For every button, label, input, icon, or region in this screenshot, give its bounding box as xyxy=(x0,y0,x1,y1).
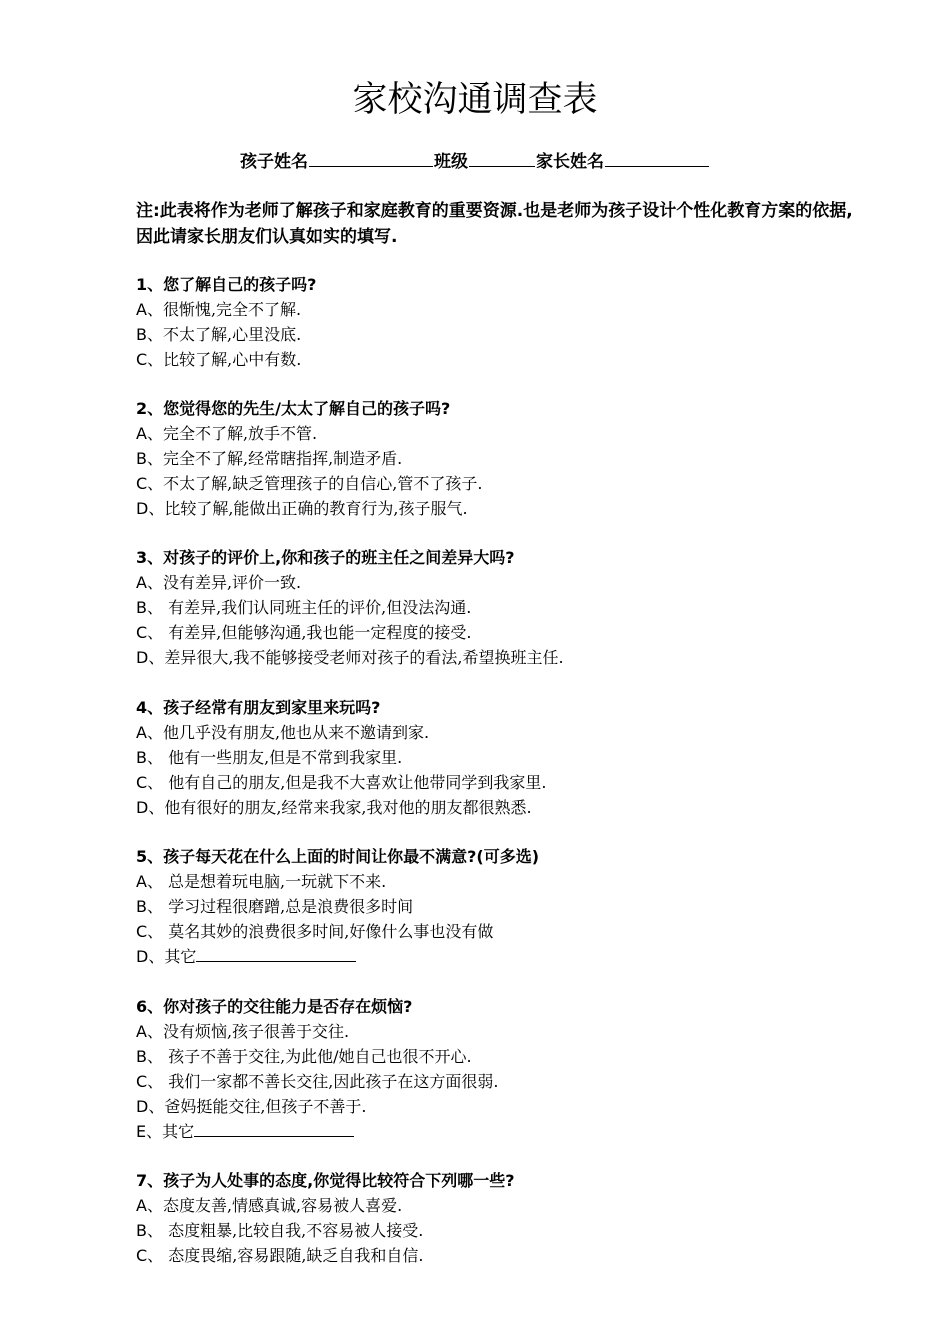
question-title: 2、您觉得您的先生/太太了解自己的孩子吗? xyxy=(136,399,451,418)
question-4 xyxy=(136,695,876,820)
parent-name-blank[interactable] xyxy=(605,148,709,167)
option-text: 、 他有自己的朋友,但是我不大喜欢让他带同学到我家里. xyxy=(147,773,547,792)
option-text: 、不太了解,心里没底. xyxy=(146,325,302,344)
option-b[interactable] xyxy=(136,1218,876,1243)
option-a[interactable] xyxy=(136,869,876,894)
option-text: 、 有差异,我们认同班主任的评价,但没法沟通. xyxy=(146,598,472,617)
option-text: 、其它 xyxy=(148,947,197,966)
option-b[interactable] xyxy=(136,745,876,770)
class-label: 班级 xyxy=(434,152,468,172)
page-title: 家校沟通调查表 xyxy=(352,80,598,120)
option-letter: B xyxy=(136,1221,147,1240)
option-a[interactable] xyxy=(136,421,876,446)
option-letter: A xyxy=(136,1196,147,1215)
option-a[interactable] xyxy=(136,1193,876,1218)
option-d[interactable] xyxy=(136,496,876,521)
question-6 xyxy=(136,994,876,1144)
option-letter: D xyxy=(136,947,149,966)
option-letter: D xyxy=(136,648,149,667)
question-title: 6、你对孩子的交往能力是否存在烦恼? xyxy=(136,997,413,1016)
option-c[interactable] xyxy=(136,919,876,944)
option-c[interactable] xyxy=(136,1243,876,1268)
option-letter: C xyxy=(136,1072,148,1091)
option-letter: A xyxy=(136,723,147,742)
option-a[interactable] xyxy=(136,720,876,745)
option-text: 、 态度畏缩,容易跟随,缺乏自我和自信. xyxy=(147,1246,424,1265)
option-letter: C xyxy=(136,350,148,369)
option-d[interactable] xyxy=(136,944,876,969)
question-title: 5、孩子每天花在什么上面的时间让你最不满意?(可多选) xyxy=(136,847,540,866)
option-text: 、 孩子不善于交往,为此他/她自己也很不开心. xyxy=(146,1047,472,1066)
option-text: 、态度友善,情感真诚,容易被人喜爱. xyxy=(146,1196,403,1215)
option-text: 、不太了解,缺乏管理孩子的自信心,管不了孩子. xyxy=(147,474,483,493)
option-letter: A xyxy=(136,872,147,891)
child-name-blank[interactable] xyxy=(309,148,433,167)
option-text: 、 态度粗暴,比较自我,不容易被人接受. xyxy=(146,1221,424,1240)
option-text: 、爸妈挺能交往,但孩子不善于. xyxy=(148,1097,367,1116)
option-c[interactable] xyxy=(136,471,876,496)
option-e[interactable] xyxy=(136,1119,876,1144)
option-letter: C xyxy=(136,773,148,792)
child-name-label: 孩子姓名 xyxy=(240,152,308,172)
option-b[interactable] xyxy=(136,595,876,620)
option-b[interactable] xyxy=(136,1044,876,1069)
option-letter: B xyxy=(136,449,147,468)
option-a[interactable] xyxy=(136,297,876,322)
option-text: 、没有烦恼,孩子很善于交往. xyxy=(146,1022,350,1041)
option-letter: B xyxy=(136,897,147,916)
option-letter: A xyxy=(136,300,147,319)
note-paragraph: 注:此表将作为老师了解孩子和家庭教育的重要资源.也是老师为孩子设计个性化教育方案的依据,因此请家长朋友们认真如实的填写. xyxy=(136,201,853,247)
option-c[interactable] xyxy=(136,1069,876,1094)
option-text: 、比较了解,能做出正确的教育行为,孩子服气. xyxy=(148,499,468,518)
option-text: 、 有差异,但能够沟通,我也能一定程度的接受. xyxy=(147,623,472,642)
question-2 xyxy=(136,396,876,521)
option-letter: A xyxy=(136,1022,147,1041)
option-text: 、他几乎没有朋友,他也从来不邀请到家. xyxy=(146,723,430,742)
option-d[interactable] xyxy=(136,645,876,670)
option-text: 、 学习过程很磨蹭,总是浪费很多时间 xyxy=(146,897,414,916)
option-letter: B xyxy=(136,325,147,344)
option-letter: C xyxy=(136,922,148,941)
option-letter: E xyxy=(136,1122,147,1141)
question-3 xyxy=(136,545,876,670)
option-text: 、 莫名其妙的浪费很多时间,好像什么事也没有做 xyxy=(147,922,494,941)
option-letter: C xyxy=(136,623,148,642)
question-7 xyxy=(136,1168,876,1268)
option-text: 、很惭愧,完全不了解. xyxy=(146,300,302,319)
option-text: 、其它 xyxy=(146,1122,195,1141)
option-letter: B xyxy=(136,748,147,767)
option-text: 、他有很好的朋友,经常来我家,我对他的朋友都很熟悉. xyxy=(148,798,532,817)
option-text: 、完全不了解,放手不管. xyxy=(146,424,318,443)
option-text: 、 他有一些朋友,但是不常到我家里. xyxy=(146,748,403,767)
option-text: 、完全不了解,经常瞎指挥,制造矛盾. xyxy=(146,449,403,468)
option-letter: D xyxy=(136,1097,149,1116)
option-b[interactable] xyxy=(136,894,876,919)
question-5 xyxy=(136,844,876,969)
option-b[interactable] xyxy=(136,322,876,347)
option-c[interactable] xyxy=(136,347,876,372)
option-a[interactable] xyxy=(136,570,876,595)
question-1 xyxy=(136,272,876,372)
option-text: 、 总是想着玩电脑,一玩就下不来. xyxy=(146,872,387,891)
option-letter: D xyxy=(136,499,149,518)
other-answer-blank[interactable] xyxy=(196,944,356,962)
option-text: 、差异很大,我不能够接受老师对孩子的看法,希望换班主任. xyxy=(148,648,564,667)
parent-name-label: 家长姓名 xyxy=(536,152,604,172)
question-title: 3、对孩子的评价上,你和孩子的班主任之间差异大吗? xyxy=(136,548,515,567)
option-d[interactable] xyxy=(136,795,876,820)
option-b[interactable] xyxy=(136,446,876,471)
option-text: 、比较了解,心中有数. xyxy=(147,350,302,369)
question-title: 7、孩子为人处事的态度,你觉得比较符合下列哪一些? xyxy=(136,1171,515,1190)
option-text: 、没有差异,评价一致. xyxy=(146,573,302,592)
question-title: 4、孩子经常有朋友到家里来玩吗? xyxy=(136,698,381,717)
option-text: 、 我们一家都不善长交往,因此孩子在这方面很弱. xyxy=(147,1072,499,1091)
option-letter: B xyxy=(136,1047,147,1066)
class-blank[interactable] xyxy=(469,148,535,167)
option-c[interactable] xyxy=(136,620,876,645)
option-letter: C xyxy=(136,1246,148,1265)
question-title: 1、您了解自己的孩子吗? xyxy=(136,275,317,294)
option-letter: A xyxy=(136,424,147,443)
option-letter: B xyxy=(136,598,147,617)
option-letter: D xyxy=(136,798,149,817)
option-c[interactable] xyxy=(136,770,876,795)
option-letter: C xyxy=(136,474,148,493)
other-answer-blank[interactable] xyxy=(194,1119,354,1137)
option-a[interactable] xyxy=(136,1019,876,1044)
option-letter: A xyxy=(136,573,147,592)
option-d[interactable] xyxy=(136,1094,876,1119)
info-fields-line xyxy=(0,148,950,174)
